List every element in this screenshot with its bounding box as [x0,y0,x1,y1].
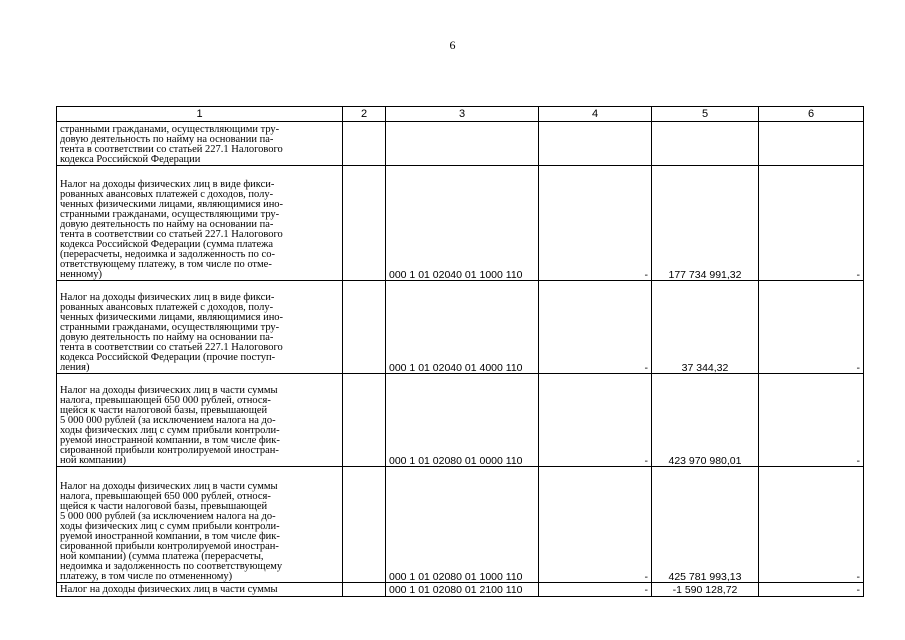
row-col-6: - [759,467,864,583]
row-col-6: - [759,281,864,374]
description-line: руемой иностранной компании, в том числе фик- [60,531,280,542]
description-line: довую деятельность по найму на основании па- [60,332,274,343]
description-line: руемой иностранной компании, в том числе фик- [60,435,280,446]
row-description [57,467,343,583]
description-line: Налог на доходы физических лиц в части суммы [60,481,278,492]
row-kbk-code: 000 1 01 02080 01 1000 110 [386,467,539,583]
row-kbk-code: 000 1 01 02080 01 0000 110 [386,374,539,467]
row-description [57,374,343,467]
description-line: Налог на доходы физических лиц в части суммы [60,385,278,396]
description-line: довую деятельность по найму на основании па- [60,134,274,145]
description-line: тента в соответствии со статьей 227.1 Налогового [60,229,283,240]
row-description [57,166,343,281]
row-col-4: - [539,467,652,583]
table-row [57,281,864,374]
row-amount [652,122,759,166]
header-col-3: 3 [386,107,539,122]
row-col-4: - [539,281,652,374]
row-description [57,281,343,374]
row-col-2 [343,467,386,583]
row-col-4 [539,122,652,166]
description-line: сированной прибыли контролируемой иностран- [60,541,279,552]
row-kbk-code: 000 1 01 02040 01 4000 110 [386,281,539,374]
description-line: тента в соответствии со статьей 227.1 Налогового [60,144,283,155]
row-col-4: - [539,374,652,467]
page-number: 6 [449,38,456,52]
description-line: налога, превышающей 650 000 рублей, относя- [60,395,271,406]
description-line: странными гражданами, осуществляющими тру- [60,209,280,220]
description-line: странными гражданами, осуществляющими тру- [60,124,280,135]
description-line: ходы физических лиц с сумм прибыли контроли- [60,425,280,436]
description-line: ненному) [60,269,102,280]
description-line: довую деятельность по найму на основании па- [60,219,274,230]
description-line: платежу, в том числе по отмененному) [60,571,233,582]
description-line: ления) [60,362,90,373]
header-col-4: 4 [539,107,652,122]
header-col-6: 6 [759,107,864,122]
table-row [57,122,864,166]
description-line: щейся к части налоговой базы, превышающей [60,501,268,512]
row-amount: 425 781 993,13 [652,467,759,583]
description-line: ченных физическими лицами, являющимися ино- [60,312,284,323]
description-line: ответствующему платежу, в том числе по отме- [60,259,272,270]
row-col-6: - [759,166,864,281]
row-col-4: - [539,166,652,281]
row-col-2 [343,122,386,166]
description-line: странными гражданами, осуществляющими тру- [60,322,280,333]
row-col-6 [759,122,864,166]
description-line: Налог на доходы физических лиц в виде фикси- [60,292,275,303]
description-line: рованных авансовых платежей с доходов, полу- [60,302,274,313]
row-amount: -1 590 128,72 [652,583,759,597]
row-col-6: - [759,374,864,467]
row-amount: 37 344,32 [652,281,759,374]
description-line: 5 000 000 рублей (за исключением налога на до- [60,511,276,522]
row-description [57,583,343,597]
header-col-5: 5 [652,107,759,122]
description-line: кодекса Российской Федерации (прочие поступ- [60,352,276,363]
description-line: 5 000 000 рублей (за исключением налога на до- [60,415,276,426]
row-description [57,122,343,166]
table-row [57,583,864,597]
row-col-2 [343,166,386,281]
table-row [57,166,864,281]
row-amount: 423 970 980,01 [652,374,759,467]
description-line: ной компании) (сумма платежа (перерасчеты, [60,551,264,562]
description-line: рованных авансовых платежей с доходов, полу- [60,189,274,200]
description-line: (перерасчеты, недоимка и задолженность по со- [60,249,275,260]
header-col-1: 1 [57,107,343,122]
table-header-row [57,107,864,122]
row-amount: 177 734 991,32 [652,166,759,281]
description-line: Налог на доходы физических лиц в части суммы [60,583,278,595]
description-line: недоимка и задолженность по соответствующему [60,561,283,572]
description-line: налога, превышающей 650 000 рублей, относя- [60,491,271,502]
header-col-2: 2 [343,107,386,122]
description-line: ченных физическими лицами, являющимися ино- [60,199,284,210]
table-row [57,467,864,583]
description-line: кодекса Российской Федерации (сумма платежа [60,239,274,250]
description-line: ходы физических лиц с сумм прибыли контроли- [60,521,280,532]
table-row [57,374,864,467]
description-line: тента в соответствии со статьей 227.1 Налогового [60,342,283,353]
row-kbk-code: 000 1 01 02080 01 2100 110 [386,583,539,597]
description-line: кодекса Российской Федерации [60,154,201,165]
description-line: Налог на доходы физических лиц в виде фикси- [60,179,275,190]
description-line: ной компании) [60,455,127,466]
row-col-2 [343,281,386,374]
row-kbk-code: 000 1 01 02040 01 1000 110 [386,166,539,281]
row-kbk-code [386,122,539,166]
row-col-6: - [759,583,864,597]
description-line: сированной прибыли контролируемой иностран- [60,445,279,456]
description-line: щейся к части налоговой базы, превышающей [60,405,268,416]
row-col-2 [343,583,386,597]
revenue-table [56,106,864,597]
row-col-2 [343,374,386,467]
row-col-4: - [539,583,652,597]
